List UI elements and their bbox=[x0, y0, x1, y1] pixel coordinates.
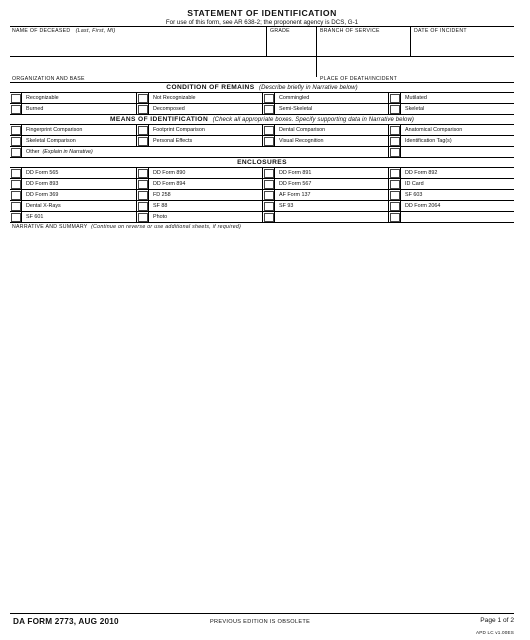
checkbox-label: Visual Recognition bbox=[274, 136, 388, 146]
checkbox[interactable] bbox=[390, 126, 400, 135]
checkbox-label: SF 88 bbox=[148, 201, 262, 211]
checkbox[interactable] bbox=[11, 213, 21, 222]
grade-label: GRADE bbox=[270, 28, 290, 34]
form-title: STATEMENT OF IDENTIFICATION bbox=[187, 8, 337, 18]
checkbox[interactable] bbox=[11, 137, 21, 146]
checkbox[interactable] bbox=[11, 94, 21, 103]
checkbox-label: ID Card bbox=[400, 179, 514, 189]
checkbox-label: Not Recognizable bbox=[148, 93, 262, 103]
checkbox[interactable] bbox=[390, 180, 400, 189]
checkbox[interactable] bbox=[264, 213, 274, 222]
enclosure-row bbox=[10, 190, 514, 201]
checkbox[interactable] bbox=[138, 94, 148, 103]
checkbox[interactable] bbox=[264, 137, 274, 146]
checkbox[interactable] bbox=[138, 169, 148, 178]
branch-of-service-label: BRANCH OF SERVICE bbox=[320, 28, 380, 34]
checkbox[interactable] bbox=[264, 202, 274, 211]
form-subtitle: For use of this form, see AR 638-2; the proponent agency is DCS, G-1 bbox=[165, 19, 359, 26]
means-row bbox=[10, 125, 514, 136]
checkbox[interactable] bbox=[11, 180, 21, 189]
checkbox[interactable] bbox=[264, 105, 274, 114]
checkbox-label: Commingled bbox=[274, 93, 388, 103]
narrative-hint: (Continue on reverse or use additional sheets, if required) bbox=[91, 224, 242, 230]
narrative-area[interactable] bbox=[10, 222, 514, 589]
checkbox-label: DD Form 369 bbox=[21, 190, 136, 200]
checkbox-label: Decomposed bbox=[148, 104, 262, 114]
place-of-death-label: PLACE OF DEATH/INCIDENT bbox=[320, 76, 398, 82]
checkbox[interactable] bbox=[390, 213, 400, 222]
checkbox-label: FD 258 bbox=[148, 190, 262, 200]
other-checkbox[interactable] bbox=[11, 148, 21, 157]
checkbox-label: SF 93 bbox=[274, 201, 388, 211]
checkbox[interactable] bbox=[138, 180, 148, 189]
checkbox-label: Dental Comparison bbox=[274, 125, 388, 135]
checkbox[interactable] bbox=[390, 169, 400, 178]
condition-grid bbox=[10, 92, 514, 114]
checkbox-label: DD Form 891 bbox=[274, 168, 388, 178]
checkbox-label: Skeletal bbox=[400, 104, 514, 114]
enclosure-row bbox=[10, 179, 514, 190]
organization-label: ORGANIZATION AND BASE bbox=[12, 76, 85, 82]
checkbox[interactable] bbox=[390, 191, 400, 200]
checkbox-label: Fingerprint Comparison bbox=[21, 125, 136, 135]
checkbox[interactable] bbox=[138, 202, 148, 211]
checkbox-label: Skeletal Comparison bbox=[21, 136, 136, 146]
checkbox[interactable] bbox=[390, 137, 400, 146]
page-number: Page 1 of 2 bbox=[480, 617, 514, 624]
checkbox[interactable] bbox=[264, 126, 274, 135]
name-hint: (Last, First, MI) bbox=[75, 28, 116, 34]
means-note: (Check all appropriate boxes. Specify supporting data in Narrative below) bbox=[212, 117, 414, 123]
checkbox[interactable] bbox=[138, 191, 148, 200]
enclosure-row bbox=[10, 168, 514, 179]
checkbox-label: Dental X-Rays bbox=[21, 201, 136, 211]
checkbox-label: DD Form 2064 bbox=[400, 201, 514, 211]
checkbox-label: Semi-Skeletal bbox=[274, 104, 388, 114]
checkbox-label: Photo bbox=[148, 212, 262, 222]
apd-version: APD LC v1.00ES bbox=[475, 630, 514, 635]
checkbox-label: DD Form 893 bbox=[21, 179, 136, 189]
checkbox[interactable] bbox=[390, 148, 400, 157]
checkbox-label bbox=[274, 212, 388, 222]
enclosures-grid bbox=[10, 167, 514, 222]
form-id: DA FORM 2773, AUG 2010 bbox=[13, 617, 119, 626]
checkbox[interactable] bbox=[11, 169, 21, 178]
other-label: Other (Explain in Narrative) bbox=[21, 147, 262, 157]
checkbox-label: SF 601 bbox=[21, 212, 136, 222]
narrative-label: NARRATIVE AND SUMMARY (Continue on reverse or use additional sheets, if required) bbox=[12, 224, 242, 230]
checkbox[interactable] bbox=[390, 105, 400, 114]
checkbox-label: Anatomical Comparison bbox=[400, 125, 514, 135]
checkbox-label: Mutilated bbox=[400, 93, 514, 103]
name-of-deceased-label: NAME OF DECEASED (Last, First, MI) bbox=[12, 28, 116, 34]
enclosure-row bbox=[10, 212, 514, 222]
checkbox[interactable] bbox=[390, 202, 400, 211]
checkbox[interactable] bbox=[11, 126, 21, 135]
checkbox[interactable] bbox=[264, 169, 274, 178]
checkbox[interactable] bbox=[264, 180, 274, 189]
checkbox-label: DD Form 565 bbox=[21, 168, 136, 178]
means-grid bbox=[10, 124, 514, 157]
condition-heading: CONDITION OF REMAINS (Describe briefly in Narrative below) bbox=[10, 82, 514, 92]
condition-note: (Describe briefly in Narrative below) bbox=[258, 85, 358, 91]
previous-edition-note: PREVIOUS EDITION IS OBSOLETE bbox=[210, 619, 311, 625]
checkbox-label: DD Form 892 bbox=[400, 168, 514, 178]
enclosure-row bbox=[10, 201, 514, 212]
enclosures-heading: ENCLOSURES bbox=[10, 157, 514, 167]
checkbox-label bbox=[400, 212, 514, 222]
organization-row bbox=[10, 56, 514, 82]
checkbox[interactable] bbox=[138, 213, 148, 222]
checkbox-label: DD Form 567 bbox=[274, 179, 388, 189]
checkbox-label: Footprint Comparison bbox=[148, 125, 262, 135]
checkbox[interactable] bbox=[390, 94, 400, 103]
condition-row bbox=[10, 104, 514, 114]
date-of-incident-label: DATE OF INCIDENT bbox=[414, 28, 467, 34]
checkbox[interactable] bbox=[264, 191, 274, 200]
form-footer bbox=[10, 613, 514, 638]
checkbox-label: Identification Tag(s) bbox=[400, 136, 514, 146]
checkbox-label: Burned bbox=[21, 104, 136, 114]
checkbox-label: DD Form 890 bbox=[148, 168, 262, 178]
identification-form bbox=[10, 6, 514, 589]
checkbox-label: AF Form 137 bbox=[274, 190, 388, 200]
means-row bbox=[10, 136, 514, 147]
checkbox-label: SF 603 bbox=[400, 190, 514, 200]
checkbox[interactable] bbox=[138, 126, 148, 135]
checkbox-label: Recognizable bbox=[21, 93, 136, 103]
checkbox[interactable] bbox=[11, 202, 21, 211]
checkbox[interactable] bbox=[11, 191, 21, 200]
means-other-row bbox=[10, 147, 514, 157]
means-heading: MEANS OF IDENTIFICATION (Check all appropriate boxes. Specify supporting data in Narrative below) bbox=[10, 114, 514, 124]
checkbox[interactable] bbox=[138, 105, 148, 114]
checkbox-label: DD Form 894 bbox=[148, 179, 262, 189]
checkbox[interactable] bbox=[11, 105, 21, 114]
checkbox[interactable] bbox=[264, 94, 274, 103]
checkbox-label: Personal Effects bbox=[148, 136, 262, 146]
condition-row bbox=[10, 93, 514, 104]
deceased-info-row bbox=[10, 26, 514, 56]
checkbox[interactable] bbox=[138, 137, 148, 146]
